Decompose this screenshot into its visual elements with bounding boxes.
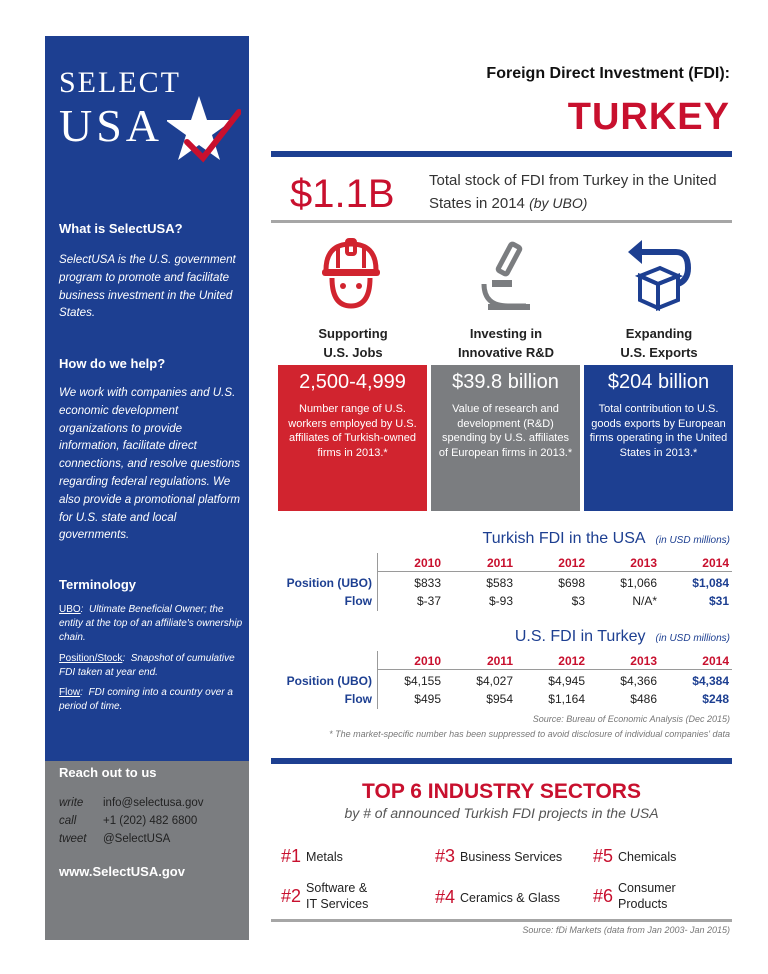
table-cell: $954 [486,692,513,706]
contact-phone[interactable] [59,812,204,830]
sector-name [306,880,368,912]
contact-label: write [59,797,84,809]
rd-stat-value: $39.8 billion [452,371,559,393]
table-unit: (in USD millions) [655,633,730,644]
microscope-icon [478,240,534,312]
star-icon [167,94,241,166]
year-header: 2014 [702,654,729,668]
contact-value: +1 (202) 482 6800 [103,815,198,827]
table-cell: $486 [630,692,657,706]
rd-stat-box [431,365,580,511]
hard-hat-worker-icon [320,238,382,310]
terminology-heading: Terminology [59,577,137,592]
sector-name-line: Business Services [460,849,563,864]
sector-name-line: Software & [306,881,368,895]
table-unit: (in USD millions) [655,535,730,546]
bea-source: Source: Bureau of Economic Analysis (Dec 2015) [532,714,730,724]
term-position: Position/Stock: Snapshot of cumulative FDI taken at year end. [59,653,235,678]
contact-twitter[interactable] [59,830,204,848]
contact-value: info@selectusa.gov [103,797,204,809]
sector-name [460,890,560,906]
sector-rank: #5 [593,846,614,866]
year-header: 2010 [414,654,441,668]
contact-label: tweet [59,833,87,845]
sidebar-blue-panel [45,36,249,761]
sector-item [435,846,562,867]
sector-item [281,880,368,912]
sidebar [45,36,249,940]
jobs-stat-value: 2,500-4,999 [299,371,406,393]
sector-name [460,849,562,865]
row-label: Position (UBO) [286,674,372,688]
table-divider [377,669,732,670]
year-header: 2010 [414,556,441,570]
sector-name-line: Metals [306,849,343,864]
table-cell: $583 [486,576,513,590]
table-cell: $-93 [488,594,513,608]
website-link[interactable]: www.SelectUSA.gov [59,864,185,879]
row-label: Position (UBO) [286,576,372,590]
column-heading-line: Innovative R&D [457,345,555,360]
us-fdi-table [271,651,732,709]
sector-rank: #1 [281,846,302,866]
term-definition: Ultimate Beneficial Owner; the entity at the top of an affiliate's ownership chain. [59,604,243,643]
term-label: UBO [59,604,81,615]
column-heading-line: U.S. Jobs [323,345,383,360]
contact-label: call [59,815,77,827]
table-cell: N/A* [632,594,657,608]
table-cell: $4,366 [620,674,657,688]
table-title-turkish-fdi [483,530,730,548]
what-text: SelectUSA is the U.S. government program to promote and facilitate business investment in the United States. [59,253,236,320]
export-box-icon [626,240,692,312]
term-label: Flow [59,687,81,698]
column-heading-line: Supporting [318,326,388,341]
what-heading: What is SelectUSA? [59,221,183,236]
table-cell: $833 [414,576,441,590]
sector-rank: #6 [593,885,614,906]
footer-divider [271,919,732,922]
stat-divider [271,220,732,223]
sector-name [306,849,343,865]
sector-name-line: Consumer [618,881,676,895]
contact-list [59,794,204,848]
help-heading: How do we help? [59,356,166,371]
header-divider [271,151,732,157]
table-cell: $698 [558,576,585,590]
sectors-divider [271,758,732,764]
table-cell: $1,066 [620,576,657,590]
row-label: Flow [344,692,372,706]
table-cell: $4,027 [476,674,513,688]
term-label: Position/Stock [59,653,123,664]
exports-stat-value: $204 billion [607,371,710,393]
sector-item [593,846,676,867]
table-cell: $4,945 [548,674,585,688]
column-heading-jobs [278,324,428,362]
term-definition: FDI coming into a country over a period of time. [59,687,233,712]
term-ubo: UBO: Ultimate Beneficial Owner; the entity at the top of an affiliate's ownership chain. [59,604,243,643]
table-title-us-fdi [515,628,730,646]
column-heading-rd [431,324,581,362]
turkish-fdi-table [271,553,732,611]
table-cell: $-37 [416,594,441,608]
table-title-text: U.S. FDI in Turkey [514,628,646,645]
contact-email[interactable] [59,794,204,812]
sectors-title: TOP 6 INDUSTRY SECTORS [362,780,641,803]
sector-rank: #3 [435,846,456,866]
sector-rank: #2 [281,885,302,906]
logo-select-text: SELECT [59,66,181,99]
exports-stat-text: Total contribution to U.S. goods exports by European firms operating in the United States in 2013.* [589,403,728,459]
table-cell: $31 [708,594,729,608]
sector-name-line: Products [618,897,668,911]
contact-value: @SelectUSA [103,833,171,845]
year-header: 2013 [630,654,657,668]
table-cell: $4,384 [692,674,729,688]
column-heading-line: Expanding [625,326,693,341]
sector-rank: #4 [435,887,456,907]
year-header: 2014 [702,556,729,570]
term-flow: Flow: FDI coming into a country over a period of time. [59,687,233,712]
table-cell: $248 [702,692,729,706]
jobs-stat-text: Number range of U.S. workers employed by U.S. affiliates of Turkish-owned firms in 2013.* [288,403,417,459]
sector-name [618,880,676,912]
column-heading-exports [584,324,734,362]
reach-heading: Reach out to us [59,765,157,780]
page-title: Foreign Direct Investment (FDI): [486,65,730,82]
total-stock-note: (by UBO) [529,195,588,211]
sector-item [593,880,676,912]
rd-stat-text: Value of research and development (R&D) spending by U.S. affiliates of European firms in 2013.* [438,403,573,459]
table-title-text: Turkish FDI in the USA [482,530,646,547]
table-divider [377,571,732,572]
table-cell: $3 [571,594,585,608]
year-header: 2013 [630,556,657,570]
sidebar-contact-panel [45,761,249,940]
sector-item [281,846,343,867]
sector-name [618,849,676,865]
fdi-markets-source: Source: fDi Markets (data from Jan 2003- Jan 2015) [522,925,730,935]
total-stock-value: $1.1B [290,172,395,216]
suppression-footnote: * The market-specific number has been suppressed to avoid disclosure of individual companies' data [329,729,730,739]
total-stock-text: Total stock of FDI from Turkey in the United States in 2014 [429,172,717,212]
jobs-stat-box [278,365,427,511]
table-cell: $4,155 [404,674,441,688]
logo-usa-text: USA [59,100,164,151]
table-cell: $495 [414,692,441,706]
year-header: 2011 [486,556,513,570]
column-heading-line: U.S. Exports [620,345,698,360]
year-header: 2012 [558,654,585,668]
column-heading-line: Investing in [469,326,543,341]
sector-item [435,887,560,908]
table-cell: $1,164 [548,692,585,706]
total-stock-description [429,170,729,215]
sector-name-line: IT Services [306,897,369,911]
term-definition: Snapshot of cumulative FDI taken at year end. [59,653,235,678]
exports-stat-box [584,365,733,511]
help-text: We work with companies and U.S. economic development organizations to provide information, facilitate direct connections, and resolve questions regarding federal regulations. We also provide a promotional platform for U.S. state and local governments. [59,386,241,542]
year-header: 2012 [558,556,585,570]
sector-name-line: Ceramics & Glass [460,890,561,905]
table-cell: $1,084 [692,576,729,590]
sector-name-line: Chemicals [618,849,677,864]
year-header: 2011 [486,654,513,668]
row-label: Flow [344,594,372,608]
sectors-subtitle: by # of announced Turkish FDI projects in the USA [344,805,659,821]
selectusa-logo[interactable] [59,66,239,176]
country-name: TURKEY [567,96,730,138]
